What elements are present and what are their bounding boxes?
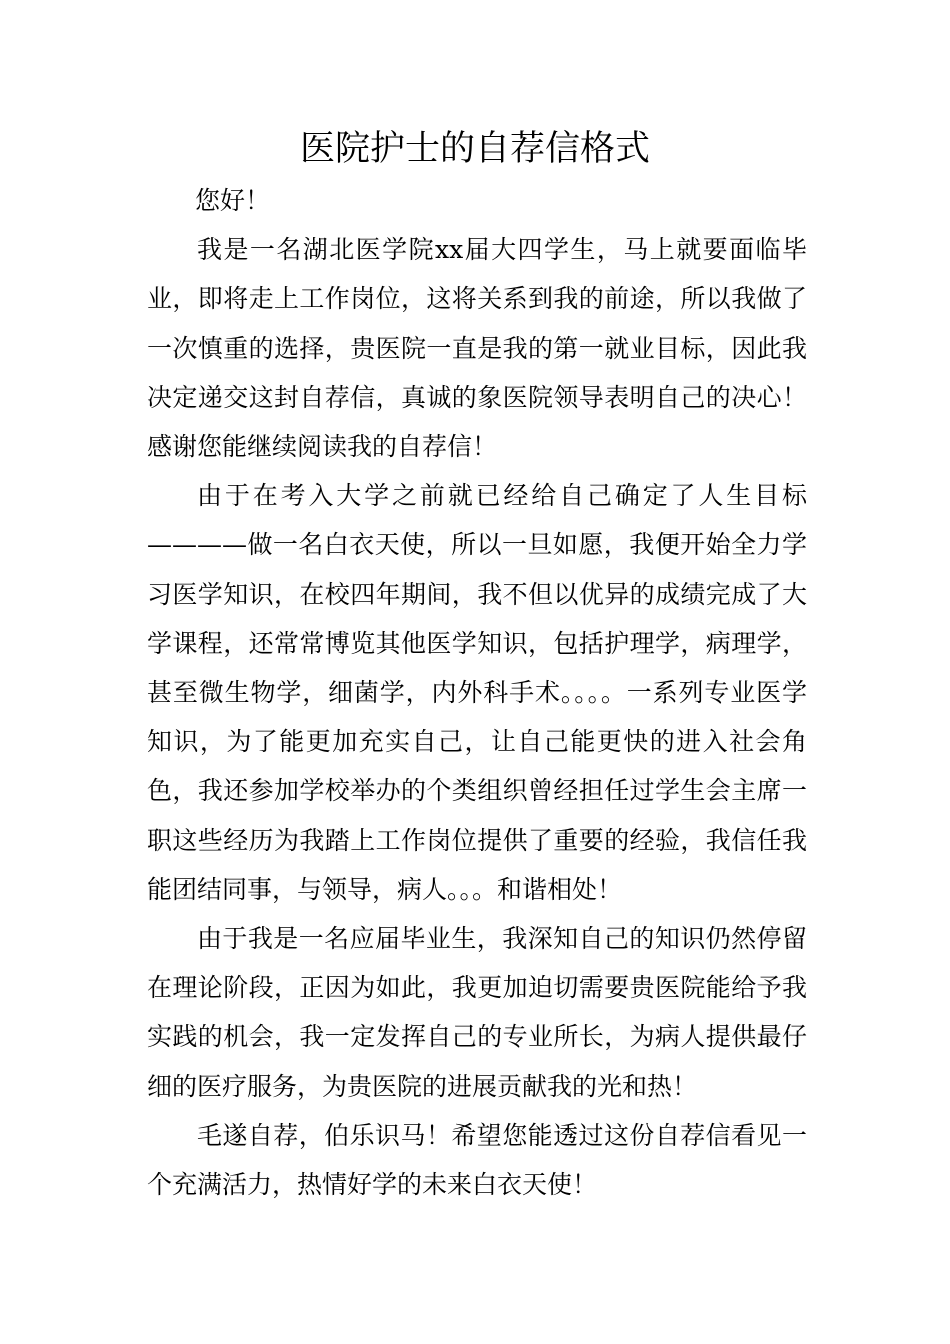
letter-body [147, 176, 807, 1209]
paragraph-request: 由于我是一名应届毕业生，我深知自己的知识仍然停留在理论阶段，正因为如此，我更加迫切需要贵医院能给予我实践的机会，我一定发挥自己的专业所长，为病人提供最仔细的医疗服务，为贵医院的进展贡献我的光和热！ [147, 924, 807, 1101]
document-title: 医院护士的自荐信格式 [299, 129, 650, 169]
paragraph-intro: 我是一名湖北医学院xx届大四学生，马上就要面临毕业，即将走上工作岗位，这将关系到我的前途，所以我做了一次慎重的选择，贵医院一直是我的第一就业目标，因此我决定递交这封自荐信，真诚的象医院领导表明自己的决心！感谢您能继续阅读我的自荐信！ [147, 235, 807, 462]
paragraph-education: 由于在考入大学之前就已经给自己确定了人生目标————做一名白衣天使，所以一旦如愿，我便开始全力学习医学知识，在校四年期间，我不但以优异的成绩完成了大学课程，还常常博览其他医学知识，包括护理学，病理学，甚至微生物学，细菌学，内外科手术。。。。一系列专业医学知识，为了能更加充实自己，让自己能更快的进入社会角色，我还参加学校举办的个类组织曾经担任过学生会主席一职这些经历为我踏上工作岗位提供了重要的经验，我信任我能团结同事，与领导，病人。。。和谐相处！ [147, 481, 807, 904]
greeting: 您好！ [195, 186, 271, 215]
paragraph-closing: 毛遂自荐，伯乐识马！希望您能透过这份自荐信看见一个充满活力，热情好学的未来白衣天使！ [147, 1120, 807, 1200]
